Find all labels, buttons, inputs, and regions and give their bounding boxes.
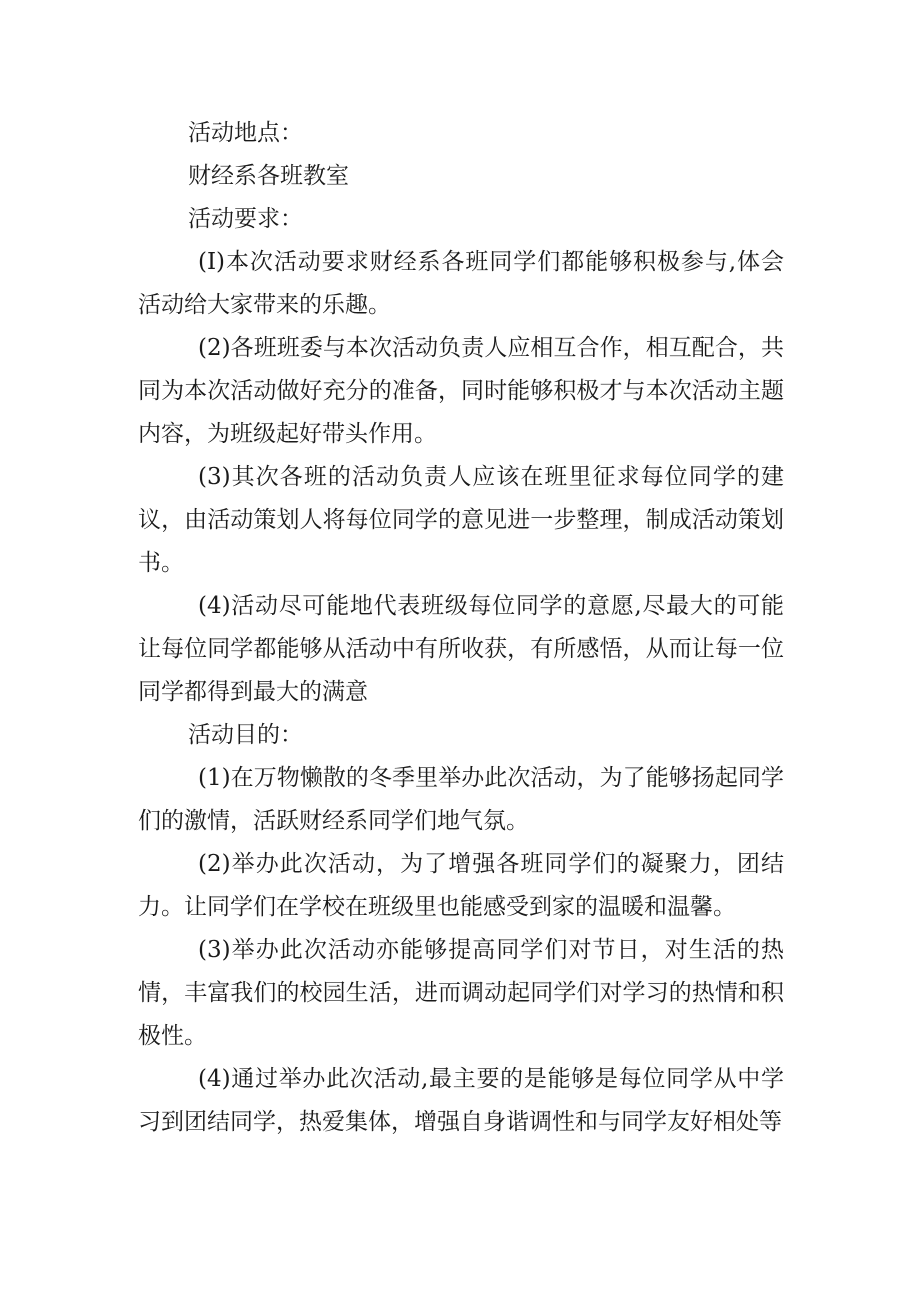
requirement-item-2: (2)各班班委与本次活动负责人应相互合作，相互配合，共同为本次活动做好充分的准备，同时能够积极才与本次活动主题内容，为班级起好带头作用。 [138,335,784,447]
requirement-item-1: (I)本次活动要求财经系各班同学们都能够积极参与,体会活动给大家带来的乐趣。 [138,249,784,318]
purpose-item-2: (2)举办此次活动，为了增强各班同学们的凝聚力，团结力。让同学们在学校在班级里也能感受到家的温暖和温馨。 [138,851,784,920]
purpose-heading: 活动目的： [188,722,303,748]
document-body [138,112,784,1144]
location-value: 财经系各班教室 [188,163,349,189]
purpose-item-4: (4)通过举办此次活动,最主要的是能够是每位同学从中学习到团结同学，热爱集体，增强自身谐调性和与同学友好相处等 [138,1066,784,1135]
purpose-item-3: (3)举办此次活动亦能够提高同学们对节日，对生活的热情，丰富我们的校园生活，进而调动起同学们对学习的热情和积极性。 [138,937,784,1049]
requirements-heading: 活动要求： [188,206,303,232]
requirement-item-3: (3)其次各班的活动负责人应该在班里征求每位同学的建议，由活动策划人将每位同学的意见进一步整理，制成活动策划书。 [138,464,784,576]
purpose-item-1: (1)在万物懒散的冬季里举办此次活动，为了能够扬起同学们的激情，活跃财经系同学们地气氛。 [138,765,784,834]
location-heading: 活动地点： [188,120,303,146]
requirement-item-4: (4)活动尽可能地代表班级每位同学的意愿,尽最大的可能让每位同学都能够从活动中有所收获，有所感悟，从而让每一位同学都得到最大的满意 [138,593,784,705]
